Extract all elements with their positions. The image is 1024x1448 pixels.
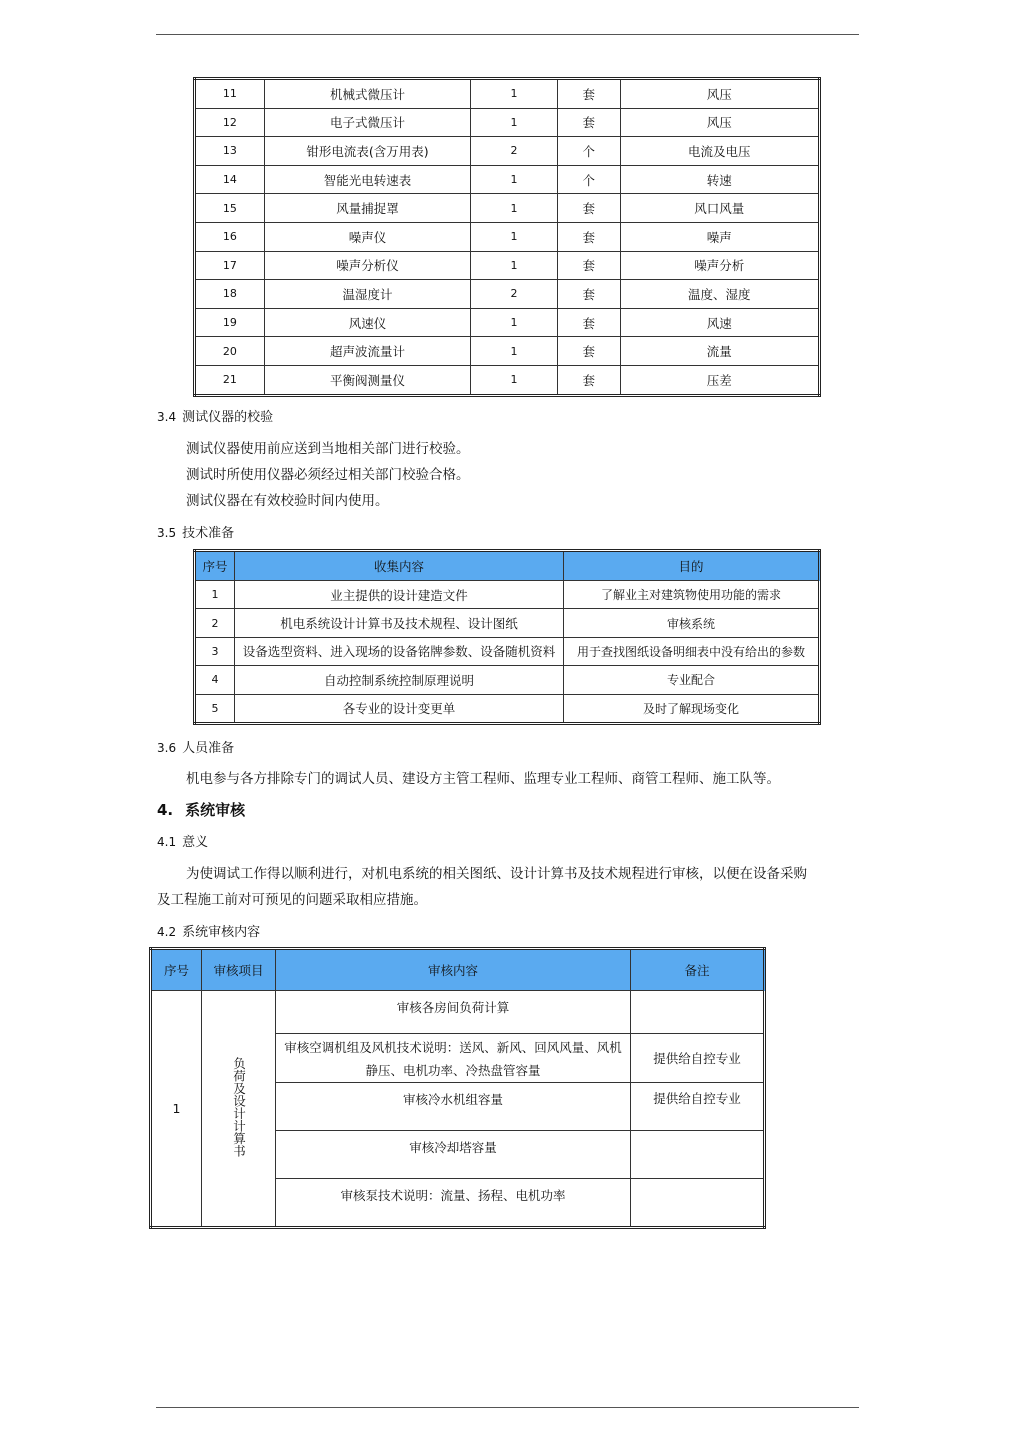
table-row <box>195 251 820 280</box>
instrument-unit-cell: 套 <box>557 108 620 137</box>
instrument-no-cell: 17 <box>195 251 265 280</box>
sec-3-4-line: 测试时所使用仪器必须经过相关部门校验合格。 <box>186 467 470 483</box>
instrument-purpose-cell: 电流及电压 <box>620 137 819 166</box>
instrument-purpose-cell: 噪声分析 <box>620 251 819 280</box>
prep-no-cell: 4 <box>195 666 235 694</box>
section-4-2-heading: 4.2 系统审核内容 <box>157 925 261 940</box>
table-row <box>195 137 820 166</box>
instrument-name-cell: 噪声分析仪 <box>264 251 470 280</box>
section-3-6-heading: 3.6 人员准备 <box>157 741 235 756</box>
instrument-name-cell: 温湿度计 <box>264 280 470 309</box>
prep-purpose-cell: 审核系统 <box>564 609 820 637</box>
instrument-name-cell: 智能光电转速表 <box>264 165 470 194</box>
sec-3-4-line: 测试仪器在有效校验时间内使用。 <box>186 493 389 509</box>
instrument-purpose-cell: 风口风量 <box>620 194 819 223</box>
sec-4-1-line2: 及工程施工前对可预见的问题采取相应措施。 <box>157 892 427 908</box>
header-cell: 审核内容 <box>276 949 631 991</box>
table-row <box>195 666 820 694</box>
header-cell: 审核项目 <box>202 949 276 991</box>
instrument-qty-cell: 1 <box>471 308 558 337</box>
instrument-qty-cell: 1 <box>471 337 558 366</box>
review-content-cell: 审核冷却塔容量 <box>276 1131 631 1179</box>
instrument-unit-cell: 套 <box>557 251 620 280</box>
instrument-no-cell: 15 <box>195 194 265 223</box>
header-cell: 序号 <box>195 551 235 581</box>
system-review-table <box>149 947 766 1229</box>
instrument-no-cell: 20 <box>195 337 265 366</box>
instrument-purpose-cell: 转速 <box>620 165 819 194</box>
instrument-name-cell: 噪声仪 <box>264 222 470 251</box>
instrument-name-cell: 超声波流量计 <box>264 337 470 366</box>
instrument-purpose-cell: 压差 <box>620 365 819 395</box>
review-content-cell: 审核各房间负荷计算 <box>276 991 631 1034</box>
instrument-qty-cell: 1 <box>471 365 558 395</box>
table-row <box>195 365 820 395</box>
prep-no-cell: 1 <box>195 581 235 609</box>
instrument-qty-cell: 1 <box>471 79 558 109</box>
header-rule <box>156 34 859 35</box>
instrument-unit-cell: 套 <box>557 79 620 109</box>
review-content-line: 审核空调机组及风机技术说明：送风、新风、回风风量、风机 <box>284 1040 622 1055</box>
prep-content-cell: 各专业的设计变更单 <box>235 694 564 723</box>
prep-content-cell: 机电系统设计计算书及技术规程、设计图纸 <box>235 609 564 637</box>
instrument-qty-cell: 1 <box>471 108 558 137</box>
instrument-no-cell: 19 <box>195 308 265 337</box>
review-note-cell <box>631 1179 765 1228</box>
prep-content-cell: 设备选型资料、进入现场的设备铭牌参数、设备随机资料 <box>235 637 564 665</box>
table-row <box>195 609 820 637</box>
review-note-cell <box>631 991 765 1034</box>
instrument-name-cell: 机械式微压计 <box>264 79 470 109</box>
review-content-cell: 审核冷水机组容量 <box>276 1083 631 1131</box>
review-item-cell <box>202 991 276 1228</box>
instrument-unit-cell: 套 <box>557 365 620 395</box>
sec-3-6-text: 机电参与各方排除专门的调试人员、建设方主管工程师、监理专业工程师、商管工程师、施工队等。 <box>186 771 780 787</box>
instrument-no-cell: 16 <box>195 222 265 251</box>
instrument-purpose-cell: 风压 <box>620 79 819 109</box>
instrument-purpose-cell: 风压 <box>620 108 819 137</box>
section-4-heading: 4. 系统审核 <box>157 801 246 819</box>
instrument-unit-cell: 套 <box>557 194 620 223</box>
review-item-label: 负荷及设计计算书 <box>231 1057 247 1157</box>
instrument-unit-cell: 套 <box>557 280 620 309</box>
review-content-cell <box>276 1034 631 1083</box>
instrument-purpose-cell: 噪声 <box>620 222 819 251</box>
instrument-unit-cell: 套 <box>557 337 620 366</box>
instrument-unit-cell: 个 <box>557 137 620 166</box>
review-note-cell: 提供给自控专业 <box>631 1083 765 1131</box>
review-note-cell <box>631 1131 765 1179</box>
review-content-cell: 审核泵技术说明：流量、扬程、电机功率 <box>276 1179 631 1228</box>
review-content-line: 静压、电机功率、冷热盘管容量 <box>365 1063 541 1078</box>
header-cell: 备注 <box>631 949 765 991</box>
instrument-unit-cell: 套 <box>557 308 620 337</box>
table-row <box>195 637 820 665</box>
instrument-table <box>193 77 821 397</box>
section-3-5-heading: 3.5 技术准备 <box>157 526 235 541</box>
instrument-name-cell: 风速仪 <box>264 308 470 337</box>
header-cell: 序号 <box>151 949 202 991</box>
table-row <box>151 991 765 1034</box>
instrument-qty-cell: 2 <box>471 280 558 309</box>
prep-no-cell: 5 <box>195 694 235 723</box>
review-no-cell: 1 <box>151 991 202 1228</box>
table-row <box>195 79 820 109</box>
prep-content-cell: 业主提供的设计建造文件 <box>235 581 564 609</box>
table-row <box>195 581 820 609</box>
footer-rule <box>156 1407 859 1408</box>
instrument-qty-cell: 1 <box>471 251 558 280</box>
instrument-no-cell: 21 <box>195 365 265 395</box>
instrument-no-cell: 13 <box>195 137 265 166</box>
instrument-purpose-cell: 温度、湿度 <box>620 280 819 309</box>
prep-purpose-cell: 了解业主对建筑物使用功能的需求 <box>564 581 820 609</box>
instrument-name-cell: 钳形电流表(含万用表) <box>264 137 470 166</box>
instrument-name-cell: 平衡阀测量仪 <box>264 365 470 395</box>
table-row <box>195 280 820 309</box>
prep-purpose-cell: 专业配合 <box>564 666 820 694</box>
prep-no-cell: 2 <box>195 609 235 637</box>
instrument-no-cell: 18 <box>195 280 265 309</box>
instrument-name-cell: 风量捕捉罩 <box>264 194 470 223</box>
prep-content-cell: 自动控制系统控制原理说明 <box>235 666 564 694</box>
header-cell: 收集内容 <box>235 551 564 581</box>
prep-purpose-cell: 及时了解现场变化 <box>564 694 820 723</box>
tech-prep-table <box>193 549 821 725</box>
prep-purpose-cell: 用于查找图纸设备明细表中没有给出的参数 <box>564 637 820 665</box>
review-note-cell: 提供给自控专业 <box>631 1034 765 1083</box>
header-cell: 目的 <box>564 551 820 581</box>
table-row <box>195 694 820 723</box>
instrument-qty-cell: 2 <box>471 137 558 166</box>
instrument-purpose-cell: 风速 <box>620 308 819 337</box>
table-row <box>195 165 820 194</box>
table-row <box>195 308 820 337</box>
section-3-4-heading: 3.4 测试仪器的校验 <box>157 410 274 425</box>
sec-4-1-line1: 为使调试工作得以顺利进行，对机电系统的相关图纸、设计计算书及技术规程进行审核，以便在设备采购 <box>186 866 807 882</box>
instrument-unit-cell: 套 <box>557 222 620 251</box>
instrument-no-cell: 12 <box>195 108 265 137</box>
instrument-name-cell: 电子式微压计 <box>264 108 470 137</box>
table-row <box>195 108 820 137</box>
instrument-no-cell: 14 <box>195 165 265 194</box>
table-row <box>195 194 820 223</box>
instrument-no-cell: 11 <box>195 79 265 109</box>
instrument-purpose-cell: 流量 <box>620 337 819 366</box>
sec-3-4-line: 测试仪器使用前应送到当地相关部门进行校验。 <box>186 441 470 457</box>
instrument-qty-cell: 1 <box>471 222 558 251</box>
instrument-qty-cell: 1 <box>471 165 558 194</box>
section-4-1-heading: 4.1 意义 <box>157 835 209 850</box>
table-row <box>195 222 820 251</box>
instrument-unit-cell: 个 <box>557 165 620 194</box>
prep-no-cell: 3 <box>195 637 235 665</box>
table-row <box>195 337 820 366</box>
instrument-qty-cell: 1 <box>471 194 558 223</box>
